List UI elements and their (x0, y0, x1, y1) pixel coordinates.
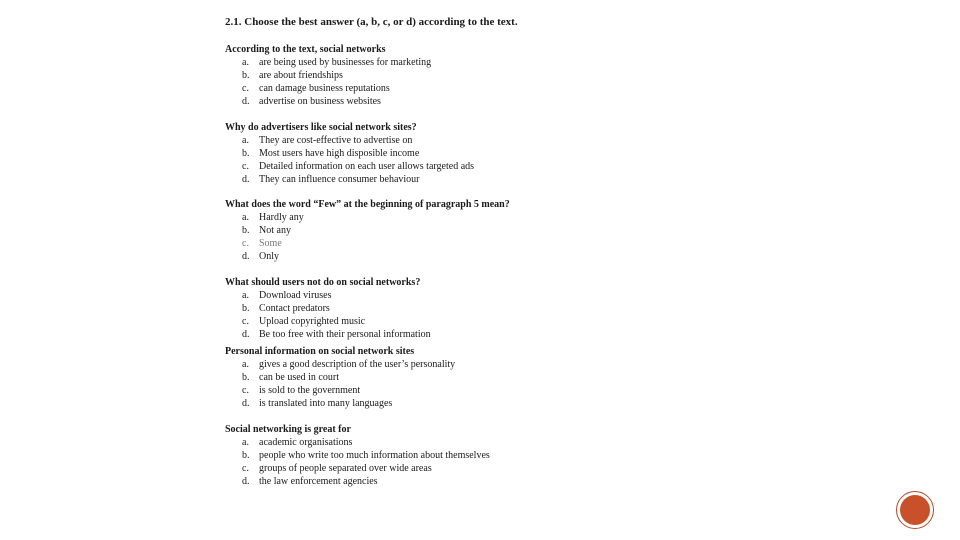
option-letter: c. (242, 83, 249, 94)
option-b[interactable] (225, 69, 645, 82)
option-text: the law enforcement agencies (259, 476, 378, 487)
option-a[interactable] (225, 358, 645, 371)
question-3 (225, 199, 645, 263)
option-d[interactable] (225, 173, 645, 186)
option-list (225, 134, 645, 186)
option-c[interactable] (225, 82, 645, 95)
option-b[interactable] (225, 302, 645, 315)
option-text: Upload copyrighted music (259, 316, 366, 327)
exercise-title: 2.1. Choose the best answer (a, b, c, or d) according to the text. (225, 16, 518, 28)
question-6 (225, 424, 645, 488)
option-letter: b. (242, 225, 250, 236)
option-letter: b. (242, 70, 250, 81)
option-letter: a. (242, 212, 249, 223)
question-1 (225, 44, 645, 108)
option-letter: a. (242, 290, 249, 301)
question-4 (225, 277, 645, 341)
option-letter: c. (242, 316, 249, 327)
option-letter: b. (242, 450, 250, 461)
option-text: is sold to the government (259, 385, 361, 396)
option-letter: d. (242, 251, 250, 262)
option-c[interactable] (225, 384, 645, 397)
exercise-document (225, 15, 645, 488)
option-d[interactable] (225, 95, 645, 108)
option-letter: d. (242, 398, 250, 409)
option-letter: d. (242, 329, 250, 340)
option-text: Hardly any (259, 212, 304, 223)
option-letter: c. (242, 161, 249, 172)
option-letter: a. (242, 437, 249, 448)
option-list (225, 436, 645, 488)
option-text: Be too free with their personal information (259, 329, 431, 340)
option-text: Detailed information on each user allows targeted ads (259, 161, 475, 172)
option-letter: b. (242, 303, 250, 314)
option-letter: d. (242, 174, 250, 185)
option-b[interactable] (225, 449, 645, 462)
option-text: are being used by businesses for marketing (259, 57, 432, 68)
option-c[interactable] (225, 160, 645, 173)
question-stem: Social networking is great for (225, 424, 351, 435)
option-text: Some (259, 238, 282, 249)
option-text: They can influence consumer behaviour (259, 174, 420, 185)
option-text: Only (259, 251, 279, 262)
option-c[interactable] (225, 237, 645, 250)
option-b[interactable] (225, 224, 645, 237)
question-stem: According to the text, social networks (225, 44, 386, 55)
option-a[interactable] (225, 211, 645, 224)
option-letter: c. (242, 463, 249, 474)
option-a[interactable] (225, 56, 645, 69)
option-list (225, 211, 645, 263)
slide-badge-circle (900, 495, 930, 525)
option-letter: d. (242, 476, 250, 487)
option-text: gives a good description of the user’s personality (259, 359, 456, 370)
option-text: can damage business reputations (259, 83, 390, 94)
option-text: people who write too much information about themselves (259, 450, 490, 461)
option-c[interactable] (225, 315, 645, 328)
option-text: advertise on business websites (259, 96, 381, 107)
option-list (225, 56, 645, 108)
question-stem: Why do advertisers like social network sites? (225, 122, 417, 133)
option-text: are about friendships (259, 70, 343, 81)
option-text: Most users have high disposible income (259, 148, 420, 159)
option-b[interactable] (225, 147, 645, 160)
option-c[interactable] (225, 462, 645, 475)
option-letter: a. (242, 135, 249, 146)
option-letter: d. (242, 96, 250, 107)
option-d[interactable] (225, 328, 645, 341)
option-letter: b. (242, 372, 250, 383)
option-text: academic organisations (259, 437, 353, 448)
option-letter: a. (242, 57, 249, 68)
option-letter: b. (242, 148, 250, 159)
option-a[interactable] (225, 289, 645, 302)
question-2 (225, 122, 645, 186)
option-text: is translated into many languages (259, 398, 393, 409)
option-text: Contact predators (259, 303, 330, 314)
option-d[interactable] (225, 475, 645, 488)
option-b[interactable] (225, 371, 645, 384)
option-text: They are cost-effective to advertise on (259, 135, 413, 146)
option-d[interactable] (225, 397, 645, 410)
question-5 (225, 346, 645, 410)
option-text: groups of people separated over wide areas (259, 463, 432, 474)
option-letter: c. (242, 238, 249, 249)
option-d[interactable] (225, 250, 645, 263)
slide-number-badge (896, 491, 934, 529)
option-a[interactable] (225, 134, 645, 147)
question-stem: Personal information on social network sites (225, 346, 415, 357)
option-text: Not any (259, 225, 291, 236)
option-list (225, 289, 645, 341)
question-stem: What does the word “Few” at the beginning of paragraph 5 mean? (225, 199, 510, 210)
question-stem: What should users not do on social networks? (225, 277, 421, 288)
option-list (225, 358, 645, 410)
option-text: can be used in court (259, 372, 339, 383)
option-letter: c. (242, 385, 249, 396)
option-a[interactable] (225, 436, 645, 449)
option-letter: a. (242, 359, 249, 370)
option-text: Download viruses (259, 290, 332, 301)
